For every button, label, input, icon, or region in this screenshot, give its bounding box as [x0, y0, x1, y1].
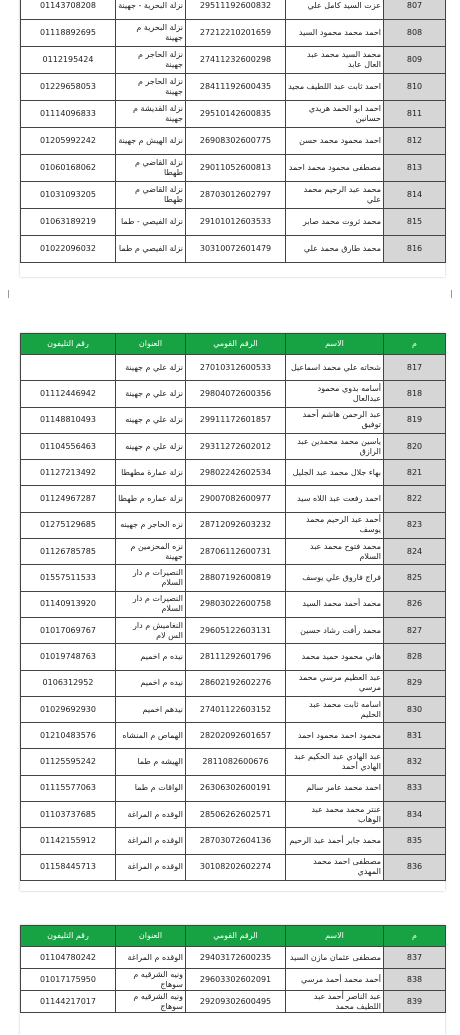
- national-id-cell: 29511192600832: [186, 0, 286, 20]
- row-number-cell: 832: [384, 749, 446, 775]
- name-cell: محمد السيد محمد عبد العال عابد: [286, 47, 384, 74]
- national-id-cell: 28706112600731: [186, 539, 286, 565]
- address-cell: نزلة عماره م طهطا: [116, 486, 186, 512]
- table-row: [21, 47, 446, 74]
- national-id-cell: 29311272602012: [186, 433, 286, 459]
- name-cell: محمد جابر أحمد عبد الرحيم: [286, 828, 384, 854]
- row-number-cell: 834: [384, 802, 446, 828]
- name-cell: مصطفى احمد محمد المهدي: [286, 854, 384, 880]
- row-number-cell: 818: [384, 381, 446, 407]
- table-row: [21, 947, 446, 969]
- header-national-id: الرقم القومي: [186, 334, 286, 355]
- table-row: [21, 0, 446, 20]
- national-id-cell: 29510142600835: [186, 101, 286, 128]
- national-id-cell: 29403172600235: [186, 947, 286, 969]
- row-number-cell: 826: [384, 591, 446, 617]
- name-cell: عبد الناصر أحمد عبد اللطيف محمد: [286, 991, 384, 1013]
- table-row: [21, 381, 446, 407]
- table-row: [21, 101, 446, 128]
- name-cell: ياسين محمد محمدين عبد الرازق: [286, 433, 384, 459]
- document-page-3: [20, 925, 445, 1035]
- national-id-cell: 27411232600298: [186, 47, 286, 74]
- national-id-cell: 29605122603131: [186, 617, 286, 643]
- name-cell: محمد ثروت محمد صابر: [286, 209, 384, 236]
- row-number-cell: 815: [384, 209, 446, 236]
- name-cell: محمود احمد محمود احمد: [286, 723, 384, 749]
- page-corner-mark: [443, 290, 452, 298]
- table-row: [21, 670, 446, 696]
- row-number-cell: 837: [384, 947, 446, 969]
- row-number-cell: 811: [384, 101, 446, 128]
- name-cell: محمد أحمد محمد السيد: [286, 591, 384, 617]
- phone-cell: 01140913920: [21, 591, 116, 617]
- header-row: [21, 334, 446, 355]
- phone-cell: 01114096833: [21, 101, 116, 128]
- address-cell: الوقده م المراغة: [116, 947, 186, 969]
- name-cell: عزت السيد كامل علي: [286, 0, 384, 20]
- header-national-id: الرقم القومي: [186, 926, 286, 947]
- phone-cell: 01118892695: [21, 20, 116, 47]
- name-cell: شحاته علي محمد اسماعيل: [286, 355, 384, 381]
- table-row: [21, 723, 446, 749]
- row-number-cell: 838: [384, 969, 446, 991]
- phone-cell: 01124967287: [21, 486, 116, 512]
- row-number-cell: 835: [384, 828, 446, 854]
- address-cell: نزلة البحرية - جهينة: [116, 0, 186, 20]
- document-page-1: [20, 0, 445, 277]
- national-id-cell: 29011052600813: [186, 155, 286, 182]
- table-row: [21, 854, 446, 880]
- phone-cell: 01022096032: [21, 236, 116, 263]
- name-cell: هاني محمود حميد محمد: [286, 644, 384, 670]
- name-cell: بهاء جلال محمد عبد الجليل: [286, 460, 384, 486]
- table-row: [21, 512, 446, 538]
- phone-cell: 01125595242: [21, 749, 116, 775]
- phone-cell: 01126785785: [21, 539, 116, 565]
- table-row: [21, 433, 446, 459]
- name-cell: احمد محمد محمود السيد: [286, 20, 384, 47]
- table-row: [21, 20, 446, 47]
- table-row: [21, 128, 446, 155]
- header-phone: رقم التليفون: [21, 926, 116, 947]
- phone-cell: 01017175950: [21, 969, 116, 991]
- address-cell: نزلة الفيصي - طما: [116, 209, 186, 236]
- header-number: م: [384, 926, 446, 947]
- national-id-cell: 28712092603232: [186, 512, 286, 538]
- table-row: [21, 236, 446, 263]
- row-number-cell: 809: [384, 47, 446, 74]
- table-row: [21, 644, 446, 670]
- row-number-cell: 839: [384, 991, 446, 1013]
- table-row: [21, 355, 446, 381]
- row-number-cell: 807: [384, 0, 446, 20]
- name-cell: أحمد محمد أحمد مرسي: [286, 969, 384, 991]
- national-id-cell: 2811082600676: [186, 749, 286, 775]
- header-name: الاسم: [286, 926, 384, 947]
- national-id-cell: 29802242602534: [186, 460, 286, 486]
- phone-cell: 01229658053: [21, 74, 116, 101]
- row-number-cell: 820: [384, 433, 446, 459]
- address-cell: النغاميش م دار الس لام: [116, 617, 186, 643]
- row-number-cell: 830: [384, 696, 446, 722]
- table-row: [21, 407, 446, 433]
- row-number-cell: 808: [384, 20, 446, 47]
- national-id-cell: 29209302600495: [186, 991, 286, 1013]
- row-number-cell: 822: [384, 486, 446, 512]
- row-number-cell: 810: [384, 74, 446, 101]
- records-table-3: [20, 925, 446, 1013]
- address-cell: نزه المحزمين م جهينة: [116, 539, 186, 565]
- national-id-cell: 26908302600775: [186, 128, 286, 155]
- table-row: [21, 775, 446, 801]
- row-number-cell: 823: [384, 512, 446, 538]
- row-number-cell: 824: [384, 539, 446, 565]
- phone-cell: 01143708208: [21, 0, 116, 20]
- table-row: [21, 460, 446, 486]
- address-cell: نزلة الفيصي م طما: [116, 236, 186, 263]
- name-cell: محمد عبد الرحيم محمد علي: [286, 182, 384, 209]
- records-table-1: [20, 0, 446, 263]
- phone-cell: 01060168062: [21, 155, 116, 182]
- name-cell: احمد محمد عامر سالم: [286, 775, 384, 801]
- header-phone: رقم التليفون: [21, 334, 116, 355]
- row-number-cell: 816: [384, 236, 446, 263]
- address-cell: ونيه الشرقيه م سوهاج: [116, 969, 186, 991]
- address-cell: نزلة عمارة مطهطا: [116, 460, 186, 486]
- name-cell: عنتر محمد محمد عبد الوهاب: [286, 802, 384, 828]
- phone-cell: 01205992242: [21, 128, 116, 155]
- name-cell: أسامه بدوي محمود عبدالعال: [286, 381, 384, 407]
- name-cell: احمد رفعت عبد اللاه سيد: [286, 486, 384, 512]
- phone-cell: 01104556463: [21, 433, 116, 459]
- national-id-cell: 29603302602091: [186, 969, 286, 991]
- address-cell: الوقده م المراغة: [116, 828, 186, 854]
- row-number-cell: 831: [384, 723, 446, 749]
- table-row: [21, 828, 446, 854]
- address-cell: نيده م اخميم: [116, 644, 186, 670]
- table-row: [21, 565, 446, 591]
- national-id-cell: 28703072604136: [186, 828, 286, 854]
- table-row: [21, 182, 446, 209]
- phone-cell: 01115577063: [21, 775, 116, 801]
- header-row: [21, 926, 446, 947]
- address-cell: نزلة القاضي م طهطا: [116, 155, 186, 182]
- name-cell: احمد ابو الحمد هريدي حسانين: [286, 101, 384, 128]
- address-cell: نزلة علي م جهينة: [116, 381, 186, 407]
- name-cell: مصطفى محمود محمد احمد: [286, 155, 384, 182]
- name-cell: فراج فاروق علي يوسف: [286, 565, 384, 591]
- phone-cell: 0112195424: [21, 47, 116, 74]
- table-row: [21, 486, 446, 512]
- row-number-cell: 819: [384, 407, 446, 433]
- phone-cell: 01103737685: [21, 802, 116, 828]
- header-name: الاسم: [286, 334, 384, 355]
- phone-cell: [21, 355, 116, 381]
- document-page-2: [20, 333, 445, 891]
- national-id-cell: 30310072601479: [186, 236, 286, 263]
- national-id-cell: 28807192600819: [186, 565, 286, 591]
- national-id-cell: 29007082600977: [186, 486, 286, 512]
- address-cell: نزلة القديشة م جهينة: [116, 101, 186, 128]
- address-cell: الواقات م طما: [116, 775, 186, 801]
- address-cell: نزه الحاجر م جهينه: [116, 512, 186, 538]
- national-id-cell: 26306302600191: [186, 775, 286, 801]
- national-id-cell: 29911172601857: [186, 407, 286, 433]
- national-id-cell: 28602192602276: [186, 670, 286, 696]
- address-cell: نيدهم اخميم: [116, 696, 186, 722]
- phone-cell: 01210483576: [21, 723, 116, 749]
- table-row: [21, 591, 446, 617]
- row-number-cell: 829: [384, 670, 446, 696]
- national-id-cell: 28202092601657: [186, 723, 286, 749]
- national-id-cell: 29101012603533: [186, 209, 286, 236]
- phone-cell: 01144217017: [21, 991, 116, 1013]
- phone-cell: 01029692930: [21, 696, 116, 722]
- address-cell: نزلة القاضي م طهطا: [116, 182, 186, 209]
- address-cell: النصيرات م دار السلام: [116, 565, 186, 591]
- name-cell: محمد طارق محمد علي: [286, 236, 384, 263]
- phone-cell: 01142155912: [21, 828, 116, 854]
- address-cell: الوقده م المراغة: [116, 854, 186, 880]
- name-cell: احمد محمود محمد حسن: [286, 128, 384, 155]
- address-cell: نزلة الهيش م جهينة: [116, 128, 186, 155]
- table-row: [21, 802, 446, 828]
- name-cell: عبد العظيم مرسي محمد مرسي: [286, 670, 384, 696]
- phone-cell: 01104780242: [21, 947, 116, 969]
- national-id-cell: 30108202602274: [186, 854, 286, 880]
- row-number-cell: 817: [384, 355, 446, 381]
- phone-cell: 01031093205: [21, 182, 116, 209]
- phone-cell: 01148810493: [21, 407, 116, 433]
- address-cell: الهيشه م طما: [116, 749, 186, 775]
- address-cell: نزلة الحاجر م جهينة: [116, 74, 186, 101]
- address-cell: نزلة الحاجر م جهينة: [116, 47, 186, 74]
- address-cell: الوقده م المراغة: [116, 802, 186, 828]
- row-number-cell: 825: [384, 565, 446, 591]
- address-cell: نيده م اخميم: [116, 670, 186, 696]
- header-address: العنوان: [116, 334, 186, 355]
- row-number-cell: 833: [384, 775, 446, 801]
- national-id-cell: 27010312600533: [186, 355, 286, 381]
- table-row: [21, 749, 446, 775]
- phone-cell: 0106312952: [21, 670, 116, 696]
- table-row: [21, 209, 446, 236]
- address-cell: نزلة علي م جهينه: [116, 407, 186, 433]
- phone-cell: 01158445713: [21, 854, 116, 880]
- national-id-cell: 28411192600435: [186, 74, 286, 101]
- phone-cell: 01127213492: [21, 460, 116, 486]
- table-row: [21, 155, 446, 182]
- address-cell: نزلة علي م جهينة: [116, 355, 186, 381]
- phone-cell: 01019748763: [21, 644, 116, 670]
- address-cell: النصيرات م دار السلام: [116, 591, 186, 617]
- name-cell: محمد رأفت رشاد حسين: [286, 617, 384, 643]
- national-id-cell: 29803022600758: [186, 591, 286, 617]
- phone-cell: 01017069767: [21, 617, 116, 643]
- address-cell: نزلة علي م جهينه: [116, 433, 186, 459]
- national-id-cell: 27212210201659: [186, 20, 286, 47]
- name-cell: اسامه ثابت محمد عبد الحليم: [286, 696, 384, 722]
- national-id-cell: 29804072600356: [186, 381, 286, 407]
- national-id-cell: 27401122603152: [186, 696, 286, 722]
- row-number-cell: 836: [384, 854, 446, 880]
- row-number-cell: 828: [384, 644, 446, 670]
- row-number-cell: 821: [384, 460, 446, 486]
- national-id-cell: 28506262602571: [186, 802, 286, 828]
- phone-cell: 01112446942: [21, 381, 116, 407]
- address-cell: نزلة البحرية م جهينة: [116, 20, 186, 47]
- header-number: م: [384, 334, 446, 355]
- phone-cell: 01557511533: [21, 565, 116, 591]
- phone-cell: 01063189219: [21, 209, 116, 236]
- records-table-2: [20, 333, 446, 881]
- name-cell: محمد فتوح محمد عبد السلام: [286, 539, 384, 565]
- table-row: [21, 617, 446, 643]
- address-cell: ونيه الشرقيه م سوهاج: [116, 991, 186, 1013]
- name-cell: أحمد عبد الرحيم محمد يوسف: [286, 512, 384, 538]
- table-row: [21, 696, 446, 722]
- national-id-cell: 28111292601796: [186, 644, 286, 670]
- national-id-cell: 28703012602797: [186, 182, 286, 209]
- name-cell: عبد الرحمن هاشم أحمد توفيق: [286, 407, 384, 433]
- table-row: [21, 969, 446, 991]
- phone-cell: 01275129685: [21, 512, 116, 538]
- row-number-cell: 813: [384, 155, 446, 182]
- table-row: [21, 539, 446, 565]
- row-number-cell: 812: [384, 128, 446, 155]
- address-cell: الهماص م المنشاه: [116, 723, 186, 749]
- header-address: العنوان: [116, 926, 186, 947]
- row-number-cell: 827: [384, 617, 446, 643]
- name-cell: مصطفى عثمان مازن السيد: [286, 947, 384, 969]
- row-number-cell: 814: [384, 182, 446, 209]
- page-corner-mark: [8, 290, 17, 298]
- table-row: [21, 991, 446, 1013]
- name-cell: عبد الهادي عبد الحكيم عبد الهادي أحمد: [286, 749, 384, 775]
- table-row: [21, 74, 446, 101]
- name-cell: احمد ثابت عبد اللطيف مجيد: [286, 74, 384, 101]
